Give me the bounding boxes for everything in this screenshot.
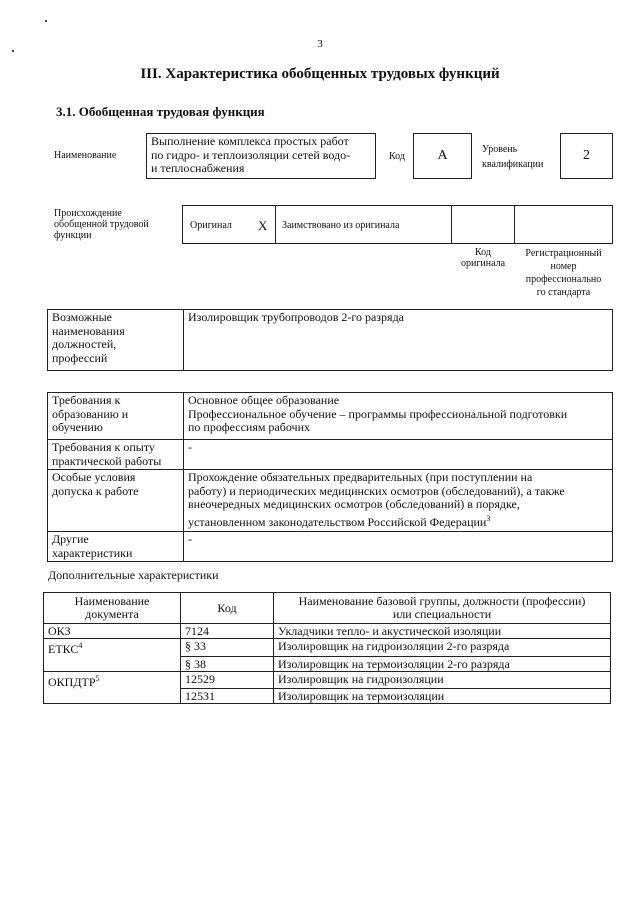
positions-label-line: должностей, xyxy=(52,337,117,351)
positions-label-line: Возможные xyxy=(52,310,112,324)
code-text: 12531 xyxy=(185,689,215,703)
code-box xyxy=(413,133,472,179)
reg-number-caption xyxy=(514,247,613,299)
additional-header-row xyxy=(44,593,611,624)
requirements-row xyxy=(48,470,613,532)
function-name-line: Выполнение комплекса простых работ xyxy=(151,134,349,148)
table-row xyxy=(44,656,611,671)
header-line: Наименование базовой группы, должности (профессии) xyxy=(298,594,586,608)
origin-label-line: функции xyxy=(54,230,92,241)
positions-table xyxy=(47,309,613,371)
section-title: III. Характеристика обобщенных трудовых функций xyxy=(140,66,500,82)
caption-line: оригинала xyxy=(460,258,506,269)
code-original-caption xyxy=(451,247,515,269)
name-cell xyxy=(274,624,611,639)
name-cell xyxy=(274,689,611,704)
name-cell xyxy=(274,656,611,671)
original-mark: X xyxy=(258,218,268,233)
name-text: Изолировщик на термоизоляции xyxy=(278,689,445,703)
requirement-label-line: Особые условия xyxy=(52,470,136,484)
doc-cell xyxy=(44,656,181,671)
level-value: 2 xyxy=(583,148,590,163)
name-label: Наименование xyxy=(54,150,117,161)
requirement-value-cell xyxy=(184,393,613,440)
requirement-label-cell xyxy=(48,393,184,440)
name-text: Изолировщик на термоизоляции 2-го разряда xyxy=(278,656,510,671)
requirements-row xyxy=(48,393,613,440)
requirement-label-cell xyxy=(48,440,184,470)
origin-label-line: обобщенной трудовой xyxy=(54,219,149,230)
requirement-value-line: - xyxy=(188,440,192,454)
code-cell xyxy=(181,671,274,689)
name-cell xyxy=(274,671,611,689)
requirement-value-cell xyxy=(184,440,613,470)
requirement-value-cell xyxy=(184,532,613,562)
table-row xyxy=(44,639,611,657)
requirement-value-line: Основное общее образование xyxy=(188,393,340,407)
requirement-label-cell xyxy=(48,470,184,532)
page-number: 3 xyxy=(317,38,323,50)
table-row xyxy=(44,689,611,704)
doc-text: ОКПДТР xyxy=(48,674,96,689)
level-label-line: квалификации xyxy=(482,159,544,170)
level-label xyxy=(482,144,543,170)
level-box xyxy=(560,133,613,179)
code-cell xyxy=(181,689,274,704)
doc-cell xyxy=(44,624,181,639)
positions-label-line: профессий xyxy=(52,350,108,365)
doc-cell xyxy=(44,689,181,704)
table-row xyxy=(44,671,611,689)
positions-label-cell xyxy=(48,310,184,371)
name-text: Укладчики тепло- и акустической изоляции xyxy=(278,624,502,638)
positions-value-cell xyxy=(184,310,613,371)
requirement-value-line: внеочередных медицинских осмотров (обследований) в порядке, xyxy=(188,497,520,511)
scan-speck xyxy=(45,20,47,22)
name-text: Изолировщик на гидроизоляции 2-го разряда xyxy=(278,639,510,653)
requirement-value-line: Прохождение обязательных предварительных (при поступлении на xyxy=(188,470,533,484)
positions-value: Изолировщик трубопроводов 2-го разряда xyxy=(188,310,404,324)
requirement-value-line: работу) и периодических медицинских осмотров (обследований), а также xyxy=(188,483,565,498)
header-line: или специальности xyxy=(392,607,492,621)
requirements-row xyxy=(48,440,613,470)
doc-cell xyxy=(44,671,181,689)
code-text: § 33 xyxy=(185,639,206,653)
borrowed-label: Заимствовано из оригинала xyxy=(282,220,400,231)
origin-divider xyxy=(514,205,515,244)
doc-text: ОКЗ xyxy=(48,624,71,638)
subsection-title: 3.1. Обобщенная трудовая функция xyxy=(56,104,265,119)
origin-divider xyxy=(275,205,276,244)
original-label: Оригинал xyxy=(190,220,232,231)
requirement-label-line: практической работы xyxy=(52,453,162,468)
function-name-line: и теплоснабжения xyxy=(151,161,245,175)
code-value: A xyxy=(437,148,448,163)
requirement-label-line: характеристики xyxy=(52,545,133,560)
level-label-line: Уровень xyxy=(482,144,518,155)
additional-title: Дополнительные характеристики xyxy=(48,568,219,582)
requirement-label-line: образованию и xyxy=(52,406,129,421)
caption-line: номер xyxy=(550,261,577,272)
table-row xyxy=(44,624,611,639)
footnote-mark: 4 xyxy=(78,641,83,650)
code-text: 7124 xyxy=(185,624,209,638)
doc-cell xyxy=(44,639,181,657)
footnote-mark: 5 xyxy=(95,673,100,683)
function-name-line: по гидро- и теплоизоляции сетей водо- xyxy=(151,147,351,162)
requirements-table xyxy=(47,392,613,562)
header-code xyxy=(181,593,274,624)
positions-label-line: наименования xyxy=(52,323,125,338)
name-cell xyxy=(274,639,611,657)
header-name xyxy=(274,593,611,624)
code-cell xyxy=(181,656,274,671)
code-text: § 38 xyxy=(185,656,206,671)
name-text: Изолировщик на гидроизоляции xyxy=(278,671,444,686)
scan-speck xyxy=(12,50,14,52)
additional-table xyxy=(43,592,611,704)
header-line: документа xyxy=(85,607,139,621)
requirement-value-line: - xyxy=(188,532,192,546)
caption-line: Код xyxy=(475,247,491,258)
code-cell xyxy=(181,639,274,657)
requirement-label-line: Требования к опыту xyxy=(52,440,155,454)
doc-text: ЕТКС xyxy=(48,642,79,656)
origin-label-line: Происхождение xyxy=(54,208,122,219)
requirement-label-line: Другие xyxy=(52,532,89,546)
function-name-box xyxy=(146,133,376,179)
caption-line: профессионально xyxy=(525,274,602,285)
requirements-row xyxy=(48,532,613,562)
requirement-value-cell xyxy=(184,470,613,532)
caption-line: Регистрационный xyxy=(525,248,602,259)
requirement-value-line xyxy=(188,512,608,530)
requirement-label-line: обучению xyxy=(52,420,103,434)
code-text: 12529 xyxy=(185,671,215,686)
header-line: Наименование xyxy=(74,594,150,608)
requirement-label-line: допуска к работе xyxy=(52,483,139,498)
requirement-value-line: Профессиональное обучение – программы профессиональной подготовки xyxy=(188,406,568,421)
requirement-value-line: по профессиям рабочих xyxy=(188,420,311,434)
requirement-label-cell xyxy=(48,532,184,562)
requirement-value-text: установленном законодательством Российской Федерации xyxy=(188,514,487,529)
code-label: Код xyxy=(389,151,405,162)
footnote-mark: 3 xyxy=(486,513,491,523)
header-doc xyxy=(44,593,181,624)
origin-label xyxy=(54,208,149,241)
origin-divider xyxy=(451,205,452,244)
requirement-label-line: Требования к xyxy=(52,393,121,407)
header-code-text: Код xyxy=(217,600,237,615)
code-cell xyxy=(181,624,274,639)
caption-line: го стандарта xyxy=(536,287,591,298)
